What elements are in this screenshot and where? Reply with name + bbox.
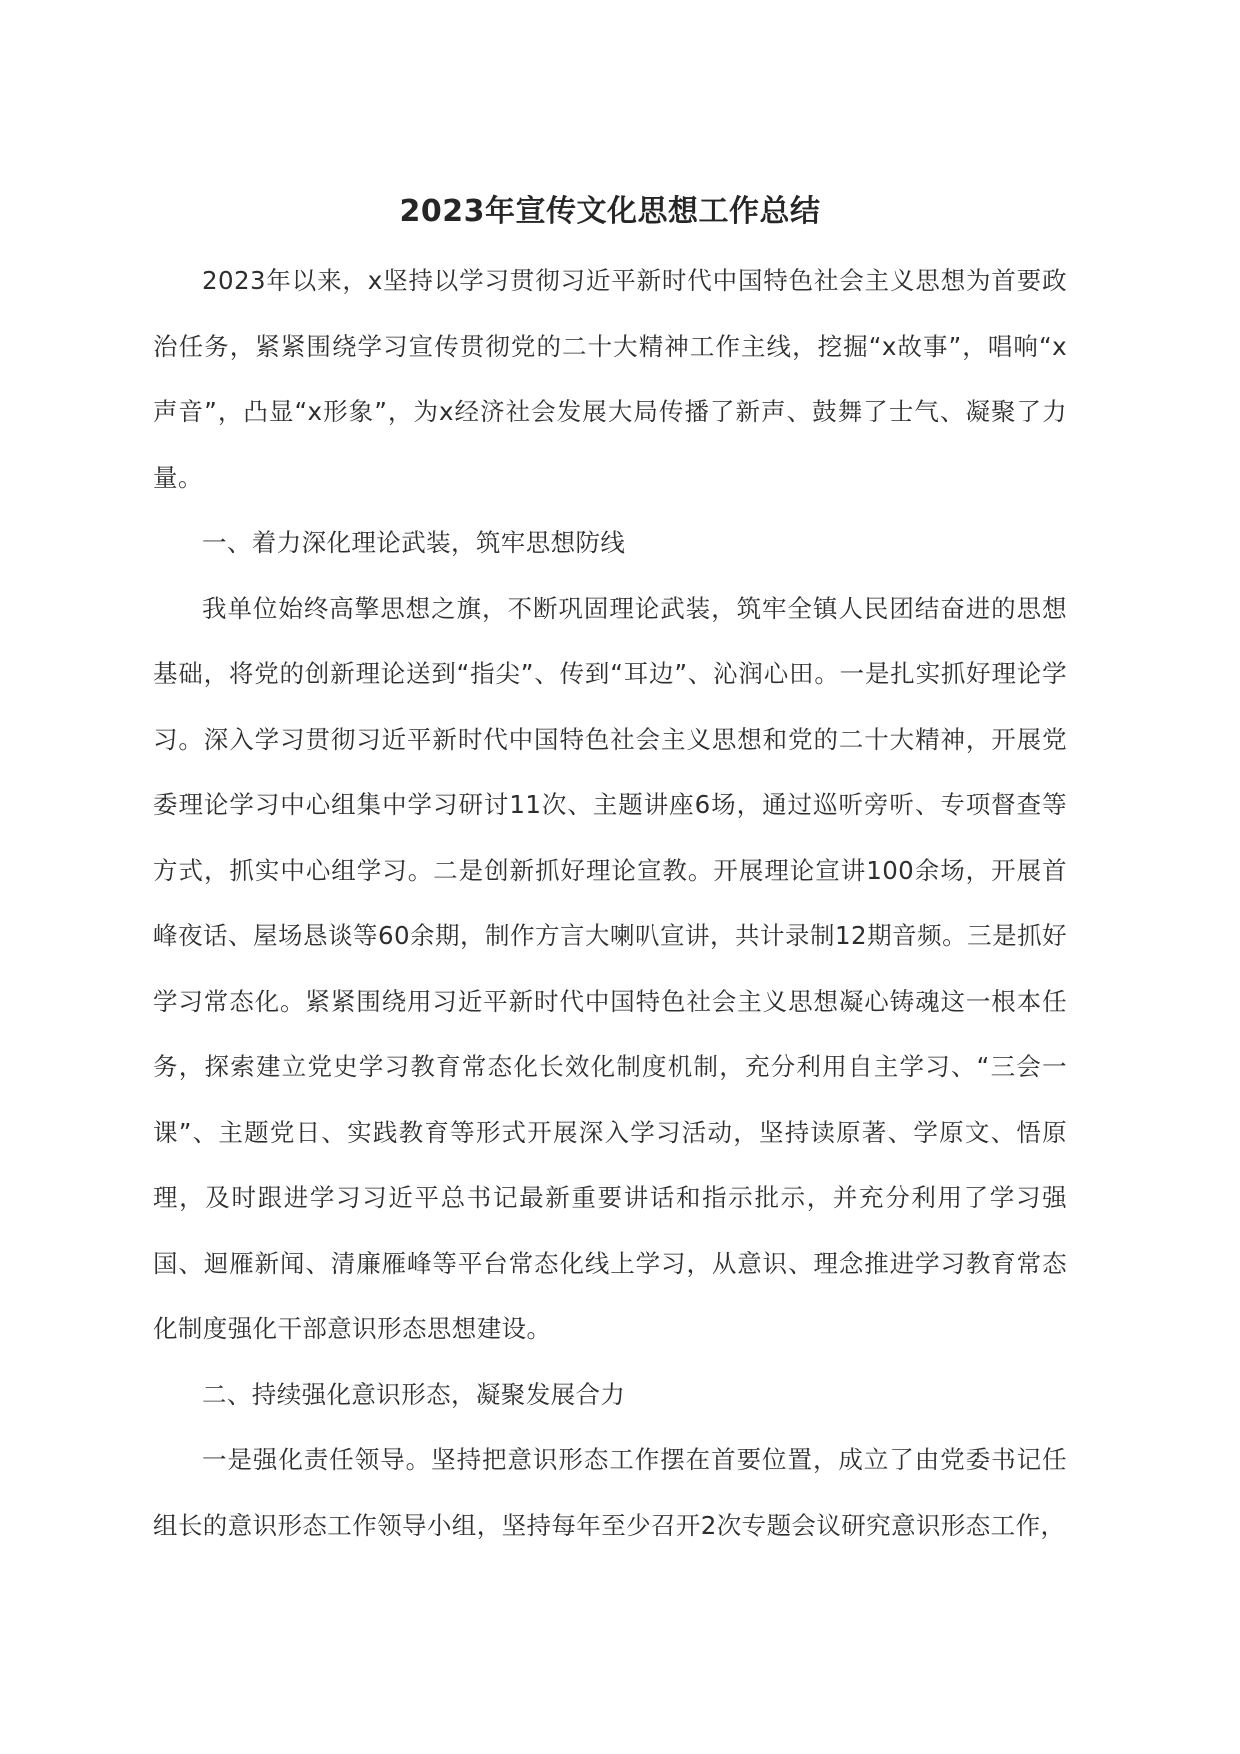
- section-heading-1: 一、着力深化理论武装，筑牢思想防线: [202, 528, 626, 557]
- document-title: 2023年宣传文化思想工作总结: [399, 194, 821, 229]
- section-body-1: 我单位始终高擎思想之旗，不断巩固理论武装，筑牢全镇人民团结奋进的思想基础，将党的创新理论送到“指尖”、传到“耳边”、沁润心田。一是扎实抓好理论学习。深入学习贯彻习近平新时代中国特色社会主义思想和党的二十大精神，开展党委理论学习中心组集中学习研讨11次、主题讲座6场，通过巡听旁听、专项督查等方式，抓实中心组学习。二是创新抓好理论宣教。开展理论宣讲100余场，开展首峰夜话、屋场恳谈等60余期，制作方言大喇叭宣讲，共计录制12期音频。三是抓好学习常态化。紧紧围绕用习近平新时代中国特色社会主义思想凝心铸魂这一根本任务，探索建立党史学习教育常态化长效化制度机制，充分利用自主学习、“三会一课”、主题党日、实践教育等形式开展深入学习活动，坚持读原著、学原文、悟原理，及时跟进学习习近平总书记最新重要讲话和指示批示，并充分利用了学习强国、迴雁新闻、清廉雁峰等平台常态化线上学习，从意识、理念推进学习教育常态化制度强化干部意识形态思想建设。: [153, 593, 1067, 1343]
- section-body-2: 一是强化责任领导。坚持把意识形态工作摆在首要位置，成立了由党委书记任组长的意识形态工作领导小组，坚持每年至少召开2次专题会议研究意识形态工作，: [153, 1445, 1067, 1540]
- document-content: [153, 188, 1067, 1558]
- section-heading-2: 二、持续强化意识形态，凝聚发展合力: [202, 1379, 626, 1409]
- intro-paragraph: 2023年以来，x坚持以学习贯彻习近平新时代中国特色社会主义思想为首要政治任务，紧紧围绕学习宣传贯彻党的二十大精神工作主线，挖掘“x故事”，唱响“x声音”，凸显“x形象”，为x经济社会发展大局传播了新声、鼓舞了士气、凝聚了力量。: [153, 266, 1067, 492]
